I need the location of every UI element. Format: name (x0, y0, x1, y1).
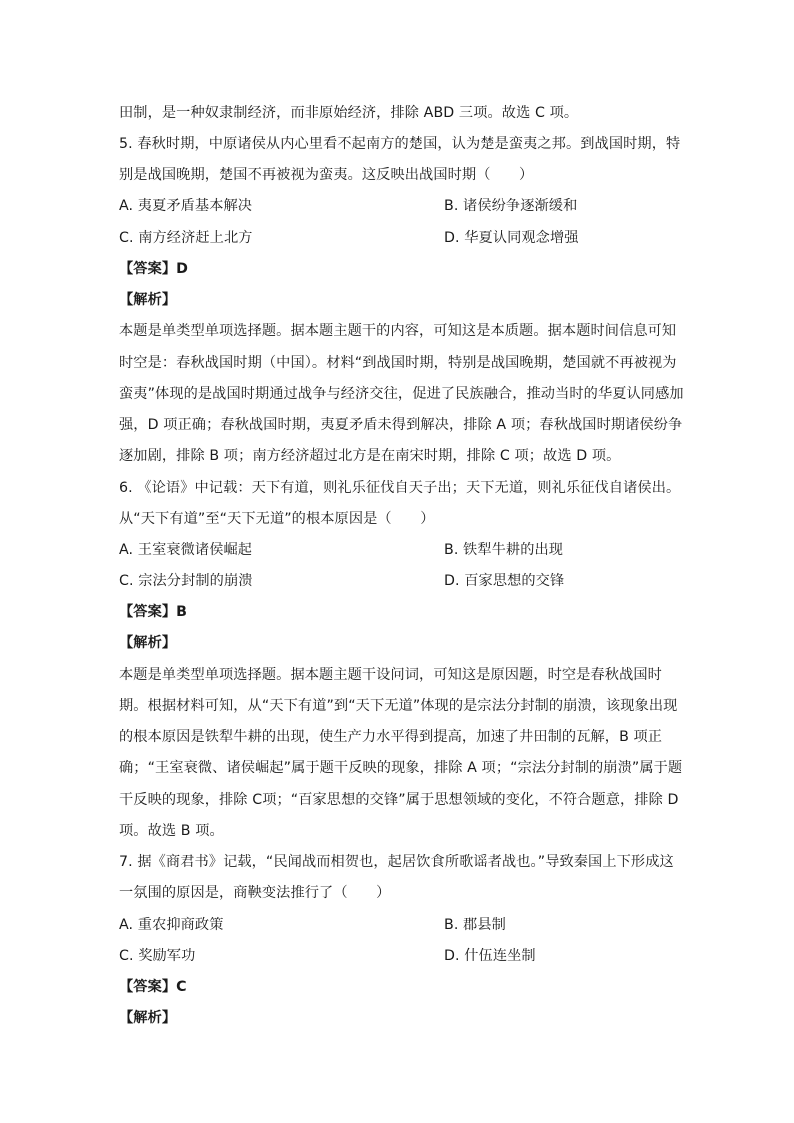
question-6-stem: 从“天下有道”至“天下无道”的根本原因是（ ） (119, 511, 435, 527)
question-7-option-b: B. 郡县制 (444, 917, 506, 933)
analysis-text: 强，D 项正确；春秋战国时期，夷夏矛盾未得到解决，排除 A 项；春秋战国时期诸侯纷争 (119, 417, 683, 433)
analysis-text: 时空是：春秋战国时期（中国）。材料“到战国时期，特别是战国晚期，楚国就不再被视为 (119, 355, 677, 371)
analysis-text: 确；“王室衰微、诸侯崛起”属于题干反映的现象，排除 A 项；“宗法分封制的崩溃”属于题 (119, 760, 683, 776)
question-7-option-c: C. 奖励军功 (119, 948, 196, 964)
analysis-label: 【解析】 (119, 292, 177, 308)
answer-label: 【答案】D (119, 261, 189, 277)
question-7-stem: 7. 据《商君书》记载，“民闻战而相贺也，起居饮食所歌谣者战也。”导致秦国上下形成这 (119, 854, 674, 870)
question-5-option-b: B. 诸侯纷争逐渐缓和 (444, 198, 578, 214)
analysis-label: 【解析】 (119, 635, 177, 651)
text-line: 田制，是一种奴隶制经济，而非原始经济，排除 ABD 三项。故选 C 项。 (119, 105, 579, 121)
analysis-text: 项。故选 B 项。 (119, 823, 224, 839)
analysis-text: 本题是单类型单项选择题。据本题主题干设问词，可知这是原因题，时空是春秋战国时 (119, 667, 662, 683)
question-6-option-b: B. 铁犁牛耕的出现 (444, 542, 564, 558)
question-6-option-c: C. 宗法分封制的崩溃 (119, 573, 253, 589)
question-5-option-d: D. 华夏认同观念增强 (444, 230, 579, 246)
analysis-text: 蛮夷”体现的是战国时期通过战争与经济交往，促进了民族融合，推动当时的华夏认同感加 (119, 386, 684, 402)
answer-label: 【答案】B (119, 604, 188, 620)
question-7-stem: 一氛围的原因是，商鞅变法推行了（ ） (119, 885, 391, 901)
analysis-text: 期。根据材料可知，从“天下有道”到“天下无道”体现的是宗法分封制的崩溃，该现象出现 (119, 698, 678, 714)
question-5-option-c: C. 南方经济赶上北方 (119, 230, 253, 246)
analysis-text: 的根本原因是铁犁牛耕的出现，使生产力水平得到提高，加速了井田制的瓦解，B 项正 (119, 729, 663, 745)
question-7-option-a: A. 重农抑商政策 (119, 917, 224, 933)
analysis-text: 干反映的现象，排除 C项；“百家思想的交锋”属于思想领域的变化，不符合题意，排除 D (119, 792, 679, 808)
question-7-option-d: D. 什伍连坐制 (444, 948, 536, 964)
question-5-stem: 别是战国晚期，楚国不再被视为蛮夷。这反映出战国时期（ ） (119, 167, 534, 183)
question-5-stem: 5. 春秋时期，中原诸侯从内心里看不起南方的楚国，认为楚是蛮夷之邦。到战国时期，特 (119, 136, 681, 152)
question-6-option-a: A. 王室衰微诸侯崛起 (119, 542, 253, 558)
question-5-option-a: A. 夷夏矛盾基本解决 (119, 198, 253, 214)
answer-label: 【答案】C (119, 979, 187, 995)
analysis-text: 本题是单类型单项选择题。据本题主题干的内容，可知这是本质题。据本题时间信息可知 (119, 323, 677, 339)
question-6-stem: 6. 《论语》中记载：天下有道，则礼乐征伐自天子出；天下无道，则礼乐征伐自诸侯出。 (119, 480, 681, 496)
analysis-text: 逐加剧，排除 B 项；南方经济超过北方是在南宋时期，排除 C 项；故选 D 项。 (119, 448, 621, 464)
question-6-option-d: D. 百家思想的交锋 (444, 573, 565, 589)
analysis-label: 【解析】 (119, 1010, 177, 1026)
